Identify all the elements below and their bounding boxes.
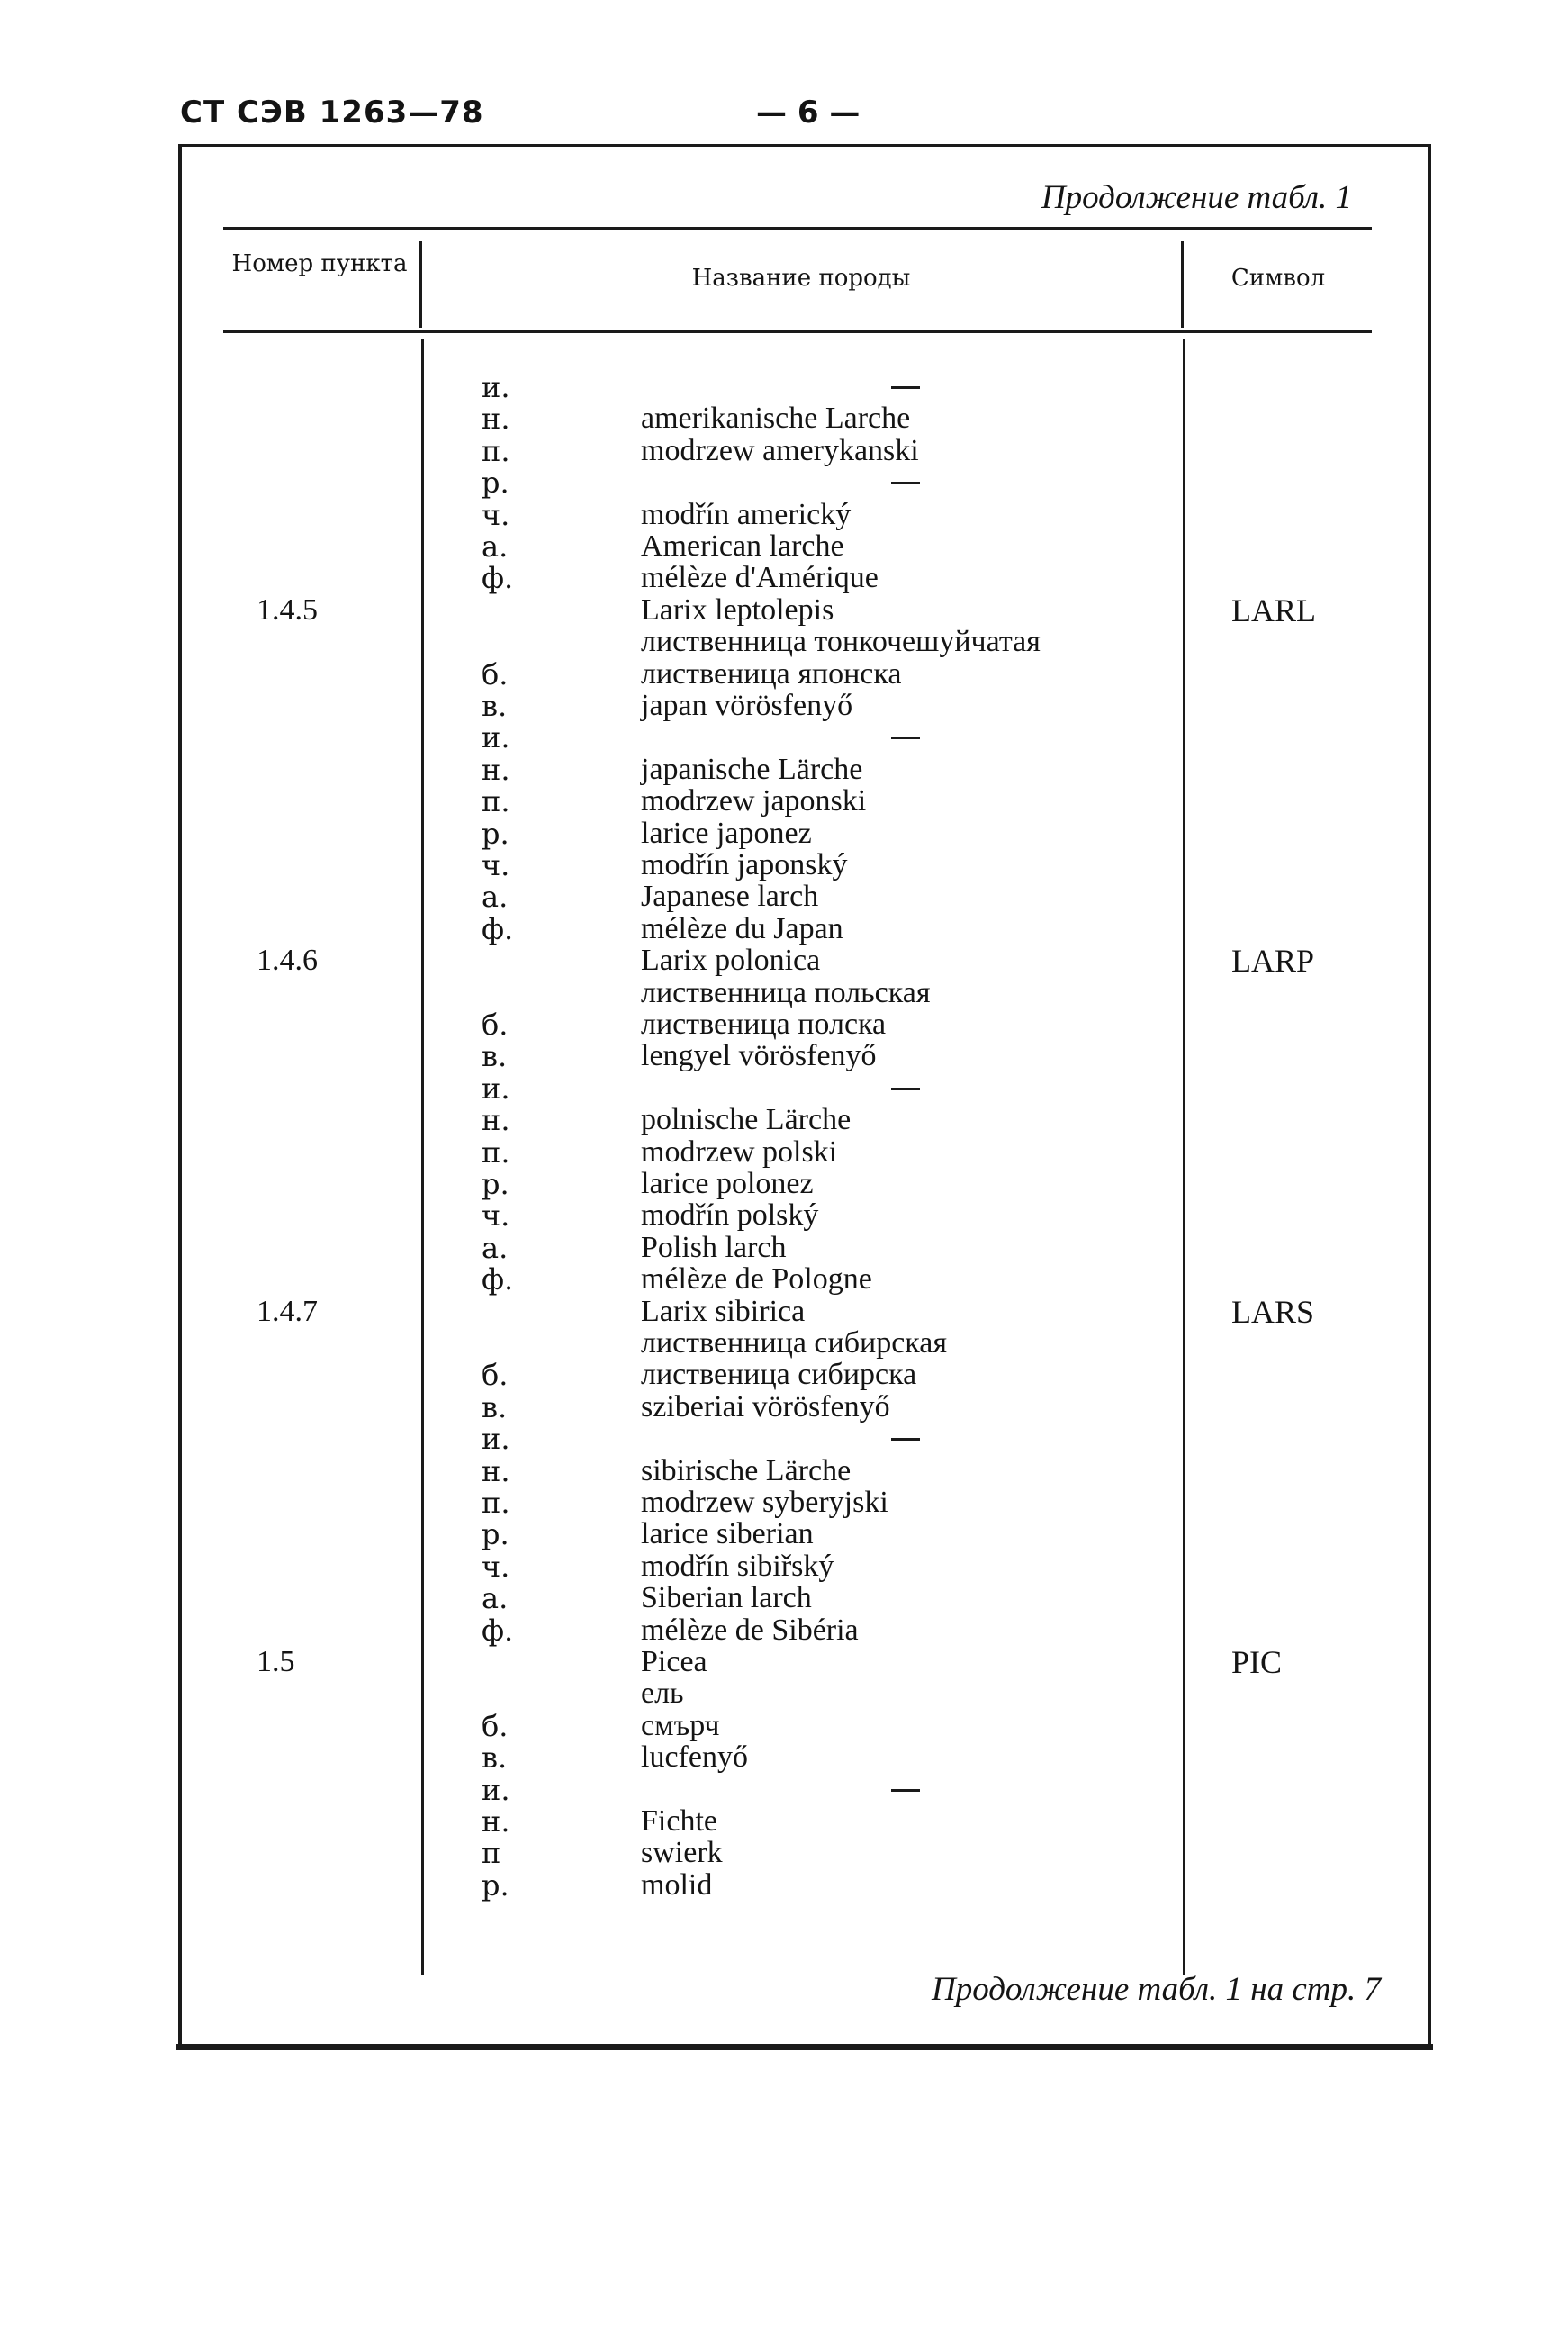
language-code: ч. xyxy=(482,1198,510,1234)
table-row xyxy=(0,1550,1568,1583)
language-code: а. xyxy=(482,1230,509,1265)
header-divider-right xyxy=(1181,241,1184,328)
species-name: American larche xyxy=(641,529,844,563)
species-name: modřín polský xyxy=(641,1198,819,1233)
species-name: ель xyxy=(641,1677,684,1711)
table-row xyxy=(0,1677,1568,1710)
item-number: 1.4.7 xyxy=(257,1294,318,1328)
species-name: Larix polonica xyxy=(641,944,821,978)
table-row xyxy=(0,849,1568,881)
item-number: 1.4.6 xyxy=(257,944,318,978)
language-code: в. xyxy=(482,1740,508,1776)
species-name: modrzew amerykanski xyxy=(641,433,919,467)
species-name: sibirische Lärche xyxy=(641,1453,852,1487)
table-row xyxy=(0,1168,1568,1200)
language-code: п. xyxy=(482,433,510,468)
language-code: н. xyxy=(482,1804,510,1839)
page-number: — 6 — xyxy=(756,95,861,131)
table-row xyxy=(0,1455,1568,1487)
language-code: р. xyxy=(482,1517,509,1552)
table-header-bottom-rule xyxy=(223,330,1372,333)
table-row xyxy=(0,1199,1568,1232)
table-row xyxy=(0,943,1568,980)
table-row xyxy=(0,435,1568,467)
table-row xyxy=(0,754,1568,786)
species-name: modřín japonský xyxy=(641,848,848,881)
table-row xyxy=(0,626,1568,658)
table-row xyxy=(0,881,1568,913)
table-row xyxy=(0,1614,1568,1647)
table-row xyxy=(0,1582,1568,1614)
language-code: и. xyxy=(482,370,510,404)
species-name: modrzew polski xyxy=(641,1134,838,1169)
table-row xyxy=(0,562,1568,594)
language-code: ч. xyxy=(482,497,510,532)
language-code: ф. xyxy=(482,911,514,946)
no-name-dash xyxy=(891,1438,920,1441)
species-name: mélèze de Sibéria xyxy=(641,1613,859,1647)
table-row xyxy=(0,658,1568,691)
table-row xyxy=(0,1710,1568,1742)
continuation-note-bottom: Продолжение табл. 1 на стр. 7 xyxy=(931,1971,1381,2008)
table-row xyxy=(0,818,1568,850)
table-row xyxy=(0,721,1568,754)
table-row xyxy=(0,1232,1568,1264)
table-row xyxy=(0,1774,1568,1806)
language-code: ф. xyxy=(482,1262,514,1297)
language-code: а. xyxy=(482,880,509,915)
species-name: larice japonez xyxy=(641,816,812,850)
table-row xyxy=(0,1741,1568,1774)
species-name: japanische Lärche xyxy=(641,752,863,786)
species-name: lengyel vörösfenyő xyxy=(641,1039,877,1073)
species-name: polnische Lärche xyxy=(641,1103,852,1137)
language-code: ф. xyxy=(482,1613,514,1648)
table-row xyxy=(0,977,1568,1009)
language-code: и. xyxy=(482,720,510,755)
species-name: лиственница тонкочешуйчатая xyxy=(641,625,1041,659)
species-name: mélèze du Japan xyxy=(641,911,843,945)
table-row xyxy=(0,690,1568,722)
header-divider-left xyxy=(419,241,422,328)
species-name: modřín americký xyxy=(641,497,852,531)
table-row xyxy=(0,1646,1568,1678)
language-code: н. xyxy=(482,402,510,437)
table-row xyxy=(0,1391,1568,1424)
language-code: ф. xyxy=(482,561,514,596)
table-row xyxy=(0,402,1568,435)
table-row xyxy=(0,499,1568,531)
continuation-note-top: Продолжение табл. 1 xyxy=(1041,179,1352,216)
language-code: б. xyxy=(482,1358,509,1393)
species-name: лиственица японска xyxy=(641,656,902,691)
language-code: п. xyxy=(482,784,510,819)
species-name: Japanese larch xyxy=(641,880,819,914)
species-name: modrzew syberyjski xyxy=(641,1486,888,1519)
species-symbol: PIC xyxy=(1231,1644,1283,1680)
language-code: р. xyxy=(482,1167,509,1201)
column-header-symbol: Символ xyxy=(1230,265,1326,292)
no-name-dash xyxy=(891,1088,920,1090)
column-header-name: Название породы xyxy=(691,265,911,292)
species-name: Polish larch xyxy=(641,1230,787,1264)
species-name: Picea xyxy=(641,1645,707,1678)
species-name: larice polonez xyxy=(641,1167,814,1200)
language-code: ч. xyxy=(482,1549,510,1584)
column-header-number: Номер пункта xyxy=(231,250,408,277)
language-code: н. xyxy=(482,1453,510,1488)
species-name: смърч xyxy=(641,1708,720,1742)
frame-top-rule xyxy=(178,144,1431,147)
species-symbol: LARS xyxy=(1231,1293,1315,1330)
table-row xyxy=(0,1423,1568,1455)
frame-bottom-rule xyxy=(176,2044,1433,2050)
language-code: б. xyxy=(482,1708,509,1743)
table-row xyxy=(0,1072,1568,1105)
no-name-dash xyxy=(891,482,920,484)
language-code: в. xyxy=(482,689,508,723)
species-name: modrzew japonski xyxy=(641,784,867,818)
species-name: лиственица сибирска xyxy=(641,1358,917,1392)
no-name-dash xyxy=(891,737,920,739)
language-code: п. xyxy=(482,1486,510,1520)
table-row xyxy=(0,1263,1568,1296)
species-name: Fichte xyxy=(641,1804,717,1838)
item-number: 1.4.5 xyxy=(257,592,318,627)
table-row xyxy=(0,1008,1568,1041)
species-name: amerikanische Larche xyxy=(641,402,911,436)
language-code: в. xyxy=(482,1039,508,1074)
table-header-top-rule xyxy=(223,227,1372,230)
table-row xyxy=(0,1837,1568,1869)
no-name-dash xyxy=(891,1789,920,1792)
table-row xyxy=(0,1136,1568,1169)
species-name: molid xyxy=(641,1867,713,1902)
species-symbol: LARP xyxy=(1231,943,1315,980)
table-row xyxy=(0,1359,1568,1391)
species-name: sziberiai vörösfenyő xyxy=(641,1389,890,1424)
language-code: б. xyxy=(482,1008,509,1042)
species-name: modřín sibiřský xyxy=(641,1549,834,1583)
table-row xyxy=(0,1518,1568,1550)
species-name: swierk xyxy=(641,1836,723,1870)
species-name: лиственица полска xyxy=(641,1008,887,1041)
language-code: а. xyxy=(482,529,509,564)
species-name: lucfenyő xyxy=(641,1740,748,1775)
species-name: Siberian larch xyxy=(641,1581,812,1615)
language-code: и. xyxy=(482,1772,510,1807)
no-name-dash xyxy=(891,386,920,389)
language-code: а. xyxy=(482,1581,509,1616)
language-code: п xyxy=(482,1836,501,1871)
table-row xyxy=(0,1805,1568,1838)
language-code: и. xyxy=(482,1422,510,1457)
species-name: лиственница польская xyxy=(641,975,931,1009)
species-name: лиственница сибирская xyxy=(641,1326,948,1360)
language-code: в. xyxy=(482,1389,508,1424)
table-row xyxy=(0,1327,1568,1360)
language-code: ч. xyxy=(482,848,510,882)
table-row xyxy=(0,1293,1568,1330)
table-row xyxy=(0,1040,1568,1072)
language-code: р. xyxy=(482,816,509,851)
table-row xyxy=(0,1869,1568,1902)
table-row xyxy=(0,1104,1568,1136)
table-row xyxy=(0,785,1568,818)
species-name: mélèze de Pologne xyxy=(641,1262,872,1297)
table-row xyxy=(0,913,1568,945)
language-code: н. xyxy=(482,752,510,787)
species-name: larice siberian xyxy=(641,1517,814,1551)
table-row xyxy=(0,1487,1568,1519)
species-name: mélèze d'Amérique xyxy=(641,561,879,595)
language-code: и. xyxy=(482,1071,510,1106)
language-code: р. xyxy=(482,1867,509,1903)
species-symbol: LARL xyxy=(1231,592,1316,628)
table-row xyxy=(0,530,1568,563)
table-row xyxy=(0,594,1568,627)
species-name: Larix sibirica xyxy=(641,1294,806,1328)
species-name: japan vörösfenyő xyxy=(641,689,853,722)
item-number: 1.5 xyxy=(257,1645,295,1678)
language-code: п. xyxy=(482,1134,510,1170)
table-row xyxy=(0,466,1568,499)
language-code: р. xyxy=(482,465,509,501)
species-name: Larix leptolepis xyxy=(641,592,834,627)
language-code: н. xyxy=(482,1103,510,1138)
table-row xyxy=(0,371,1568,403)
doc-code: СТ СЭВ 1263—78 xyxy=(180,95,484,131)
language-code: б. xyxy=(482,656,509,691)
